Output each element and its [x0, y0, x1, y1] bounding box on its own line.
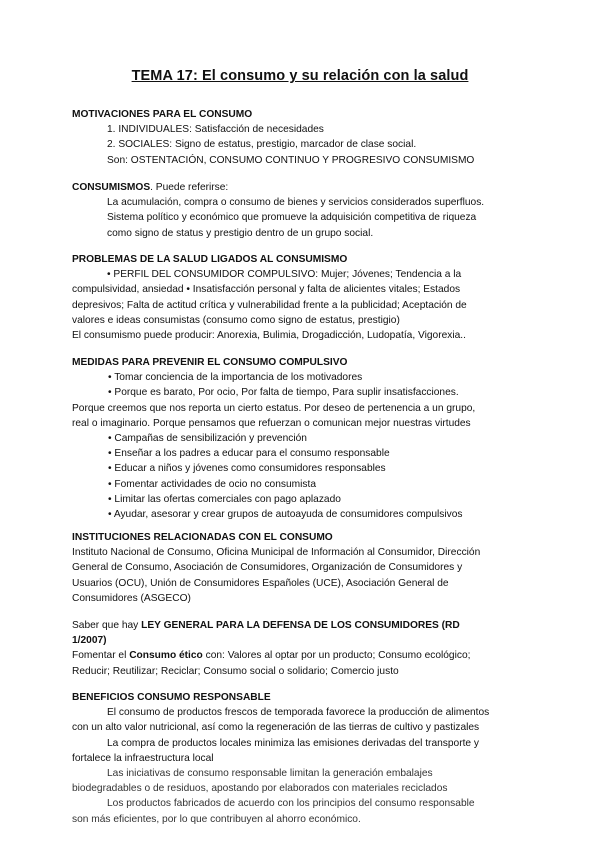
paragraph-line: con un alto valor nutricional, así como la regeneración de las tierras de cultivo y pastizales: [72, 722, 480, 734]
list-item: • Fomentar actividades de ocio no consumista: [108, 478, 316, 490]
section-heading: INSTITUCIONES RELACIONADAS CON EL CONSUMO: [72, 532, 333, 543]
section-heading: BENEFICIOS CONSUMO RESPONSABLE: [72, 692, 271, 703]
paragraph-line: real o imaginario. Porque pensamos que refuerzan o comunican mejor nuestras virtudes: [72, 417, 471, 429]
paragraph-line: Sistema político y económico que promueve la adquisición competitiva de riqueza: [107, 212, 477, 224]
section-heading: PROBLEMAS DE LA SALUD LIGADOS AL CONSUMISMO: [72, 254, 348, 265]
paragraph-line: biodegradables o de residuos, apostando por elaborados con materiales reciclados: [72, 783, 448, 795]
list-item: • Campañas de sensibilización y prevención: [108, 433, 307, 445]
list-item: • Educar a niños y jóvenes como consumidores responsables: [108, 463, 386, 475]
paragraph-line: [72, 618, 530, 633]
consumo-etico-label: Consumo ético: [129, 650, 203, 662]
paragraph-line: valores e ideas consumistas (consumo como signo de estatus, prestigio): [72, 314, 400, 326]
section-instituciones: [72, 530, 530, 606]
paragraph-line: General de Consumo, Asociación de Consumidores, Organización de Consumidores y: [72, 562, 463, 574]
paragraph-line: La acumulación, compra o consumo de bienes y servicios considerados superfluos.: [107, 197, 485, 209]
section-heading: MOTIVACIONES PARA EL CONSUMO: [72, 109, 253, 120]
section-beneficios: [72, 690, 530, 827]
paragraph-line: compulsividad, ansiedad • Insatisfacción personal y falta de alicientes vitales; Estados: [72, 284, 461, 296]
section-heading: MEDIDAS PARA PREVENIR EL CONSUMO COMPULSIVO: [72, 357, 348, 368]
paragraph-line: Los productos fabricados de acuerdo con los principios del consumo responsable: [107, 798, 475, 810]
list-item: 1. INDIVIDUALES: Satisfacción de necesidades: [107, 124, 324, 136]
paragraph-line: Reducir; Reutilizar; Reciclar; Consumo social o solidario; Comercio justo: [72, 665, 399, 677]
ley-number: 1/2007): [72, 635, 107, 647]
paragraph-line: fortalece la infraestructura local: [72, 752, 214, 764]
paragraph-line: [72, 648, 530, 663]
paragraph-line: La compra de productos locales minimiza las emisiones derivadas del transporte y: [107, 737, 480, 749]
paragraph-line: Porque creemos que nos reporta un cierto estatus. Por deseo de pertenencia a un grupo,: [72, 402, 476, 414]
intro-text: . Puede referirse:: [150, 182, 229, 193]
paragraph-line: son más eficientes, por lo que contribuyen al ahorro económico.: [72, 813, 361, 825]
list-item: • Enseñar a los padres a educar para el consumo responsable: [108, 448, 390, 460]
paragraph-line: Consumidores (ASGECO): [72, 592, 191, 604]
paragraph-line: El consumismo puede producir: Anorexia, Bulimia, Drogadicción, Ludopatía, Vigorexia..: [72, 330, 466, 342]
paragraph-line: [72, 180, 530, 195]
fomentar-prefix: Fomentar el: [72, 650, 130, 662]
section-consumismos: [72, 180, 530, 241]
section-medidas: [72, 355, 530, 522]
paragraph-line: Usuarios (OCU), Unión de Consumidores Españoles (UCE), Asociación General de: [72, 577, 449, 589]
paragraph-line: Instituto Nacional de Consumo, Oficina Municipal de Información al Consumidor, Dirección: [72, 547, 481, 559]
ley-prefix: Saber que hay: [72, 620, 142, 631]
paragraph-line: • PERFIL DEL CONSUMIDOR COMPULSIVO: Mujer; Jóvenes; Tendencia a la: [107, 269, 462, 281]
fomentar-rest: con: Valores al optar por un producto; Consumo ecológico;: [202, 650, 471, 662]
section-heading: CONSUMISMOS: [72, 182, 151, 193]
list-item: • Limitar las ofertas comerciales con pago aplazado: [108, 493, 341, 505]
list-item: • Porque es barato, Por ocio, Por falta de tiempo, Para suplir insatisfacciones.: [108, 387, 459, 399]
section-motivaciones: [72, 107, 530, 168]
paragraph-line: como signo de status y prestigio dentro de un grupo social.: [107, 227, 374, 239]
list-item: • Tomar conciencia de la importancia de los motivadores: [108, 372, 363, 384]
paragraph-line: El consumo de productos frescos de temporada favorece la producción de alimentos: [107, 707, 490, 719]
section-problemas: [72, 252, 530, 343]
paragraph-line: depresivos; Falta de actitud crítica y vulnerabilidad frente a la publicidad; Aceptación de: [72, 299, 467, 311]
paragraph-line: Las iniciativas de consumo responsable limitan la generación embalajes: [107, 768, 433, 780]
ley-title: LEY GENERAL PARA LA DEFENSA DE LOS CONSUMIDORES (RD: [141, 620, 460, 631]
page-title: TEMA 17: El consumo y su relación con la salud: [131, 68, 469, 84]
list-item: 2. SOCIALES: Signo de estatus, prestigio, marcador de clase social.: [107, 139, 417, 151]
list-item: Son: OSTENTACIÓN, CONSUMO CONTINUO Y PROGRESIVO CONSUMISMO: [107, 154, 475, 166]
list-item: • Ayudar, asesorar y crear grupos de autoayuda de consumidores compulsivos: [108, 509, 463, 521]
section-ley: [72, 618, 530, 679]
